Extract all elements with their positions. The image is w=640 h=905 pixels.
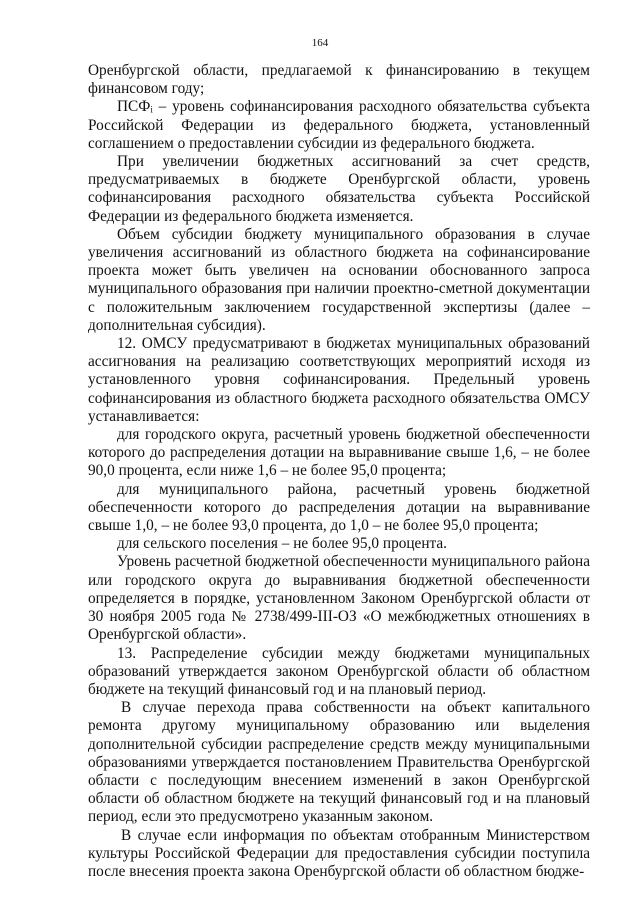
paragraph-clause-13: 13. Распределение субсидии между бюджетами муниципальных образований утверждается законом Оренбургской области об областном бюджете на текущий финансовый год и на плановый период. bbox=[88, 644, 590, 698]
paragraph-city-district: для городского округа, расчетный уровень бюджетной обеспеченности которого до распределения дотации на выравнивание свыше 1,6, – не более 90,0 процента, если ниже 1,6 – не более 95,0 процента; bbox=[88, 426, 590, 480]
paragraph-subsidy-volume: Объем субсидии бюджету муниципального образования в случае увеличения ассигнований из областного бюджета на софинансирование проекта может быть увеличен на основании обоснованного запроса муниципального образования при наличии проектно-сметной документации с положительным заключением государственной экспертизы (далее – дополнительная субсидия). bbox=[88, 225, 590, 334]
paragraph-ministry-information: В случае если информация по объектам отобранным Министерством культуры Российской Федерации для предоставления субсидии поступила после внесения проекта закона Оренбургской области об областном бюдже- bbox=[88, 826, 590, 880]
paragraph-clause-12: 12. ОМСУ предусматривают в бюджетах муниципальных образований ассигнования на реализацию соответствующих мероприятий исходя из установленного уровня софинансирования. Предельный уровень софинансирования из областного бюджета расходного обязательства ОМСУ устанавливается: bbox=[88, 335, 590, 425]
page-number: 164 bbox=[311, 37, 329, 49]
body-text bbox=[88, 62, 590, 881]
paragraph-municipal-district: для муниципального района, расчетный уровень бюджетной обеспеченности которого до распределения дотации на выравнивание свыше 1,0, – не более 93,0 процента, до 1,0 – не более 95,0 процента; bbox=[88, 480, 590, 535]
paragraph-budget-security-level: Уровень расчетной бюджетной обеспеченности муниципального района или городского округа до выравнивания бюджетной обеспеченности определяется в порядке, установленном Законом Оренбургской области от 30 ноября 2005 года № 2738/499-III-ОЗ «О межбюджетных отношениях в Оренбургской области». bbox=[88, 553, 590, 644]
paragraph-continuation: Оренбургской области, предлагаемой к финансированию в текущем финансовом году; bbox=[88, 62, 590, 98]
paragraph-ownership-transfer: В случае перехода права собственности на объект капитального ремонта другому муниципальному образованию или выделения дополнительной субсидии распределение средств между муниципальными образованиями утверждается постановлением Правительства Оренбургской области с последующим внесением изменений в закон Оренбургской области об областном бюджете на текущий финансовый год и на плановый период, если это предусмотрено указанным законом. bbox=[88, 699, 590, 826]
paragraph-psf-definition: ПСФᵢ – уровень софинансирования расходного обязательства субъекта Российской Федерации из федерального бюджета, установленный соглашением о предоставлении субсидии из федерального бюджета. bbox=[88, 98, 590, 152]
paragraph-rural-settlement: для сельского поселения – не более 95,0 процента. bbox=[117, 535, 448, 553]
paragraph-allocation-increase: При увеличении бюджетных ассигнований за счет средств, предусматриваемых в бюджете Оренбургской области, уровень софинансирования расходного обязательства субъекта Российской Федерации из федерального бюджета изменяется. bbox=[88, 153, 590, 225]
